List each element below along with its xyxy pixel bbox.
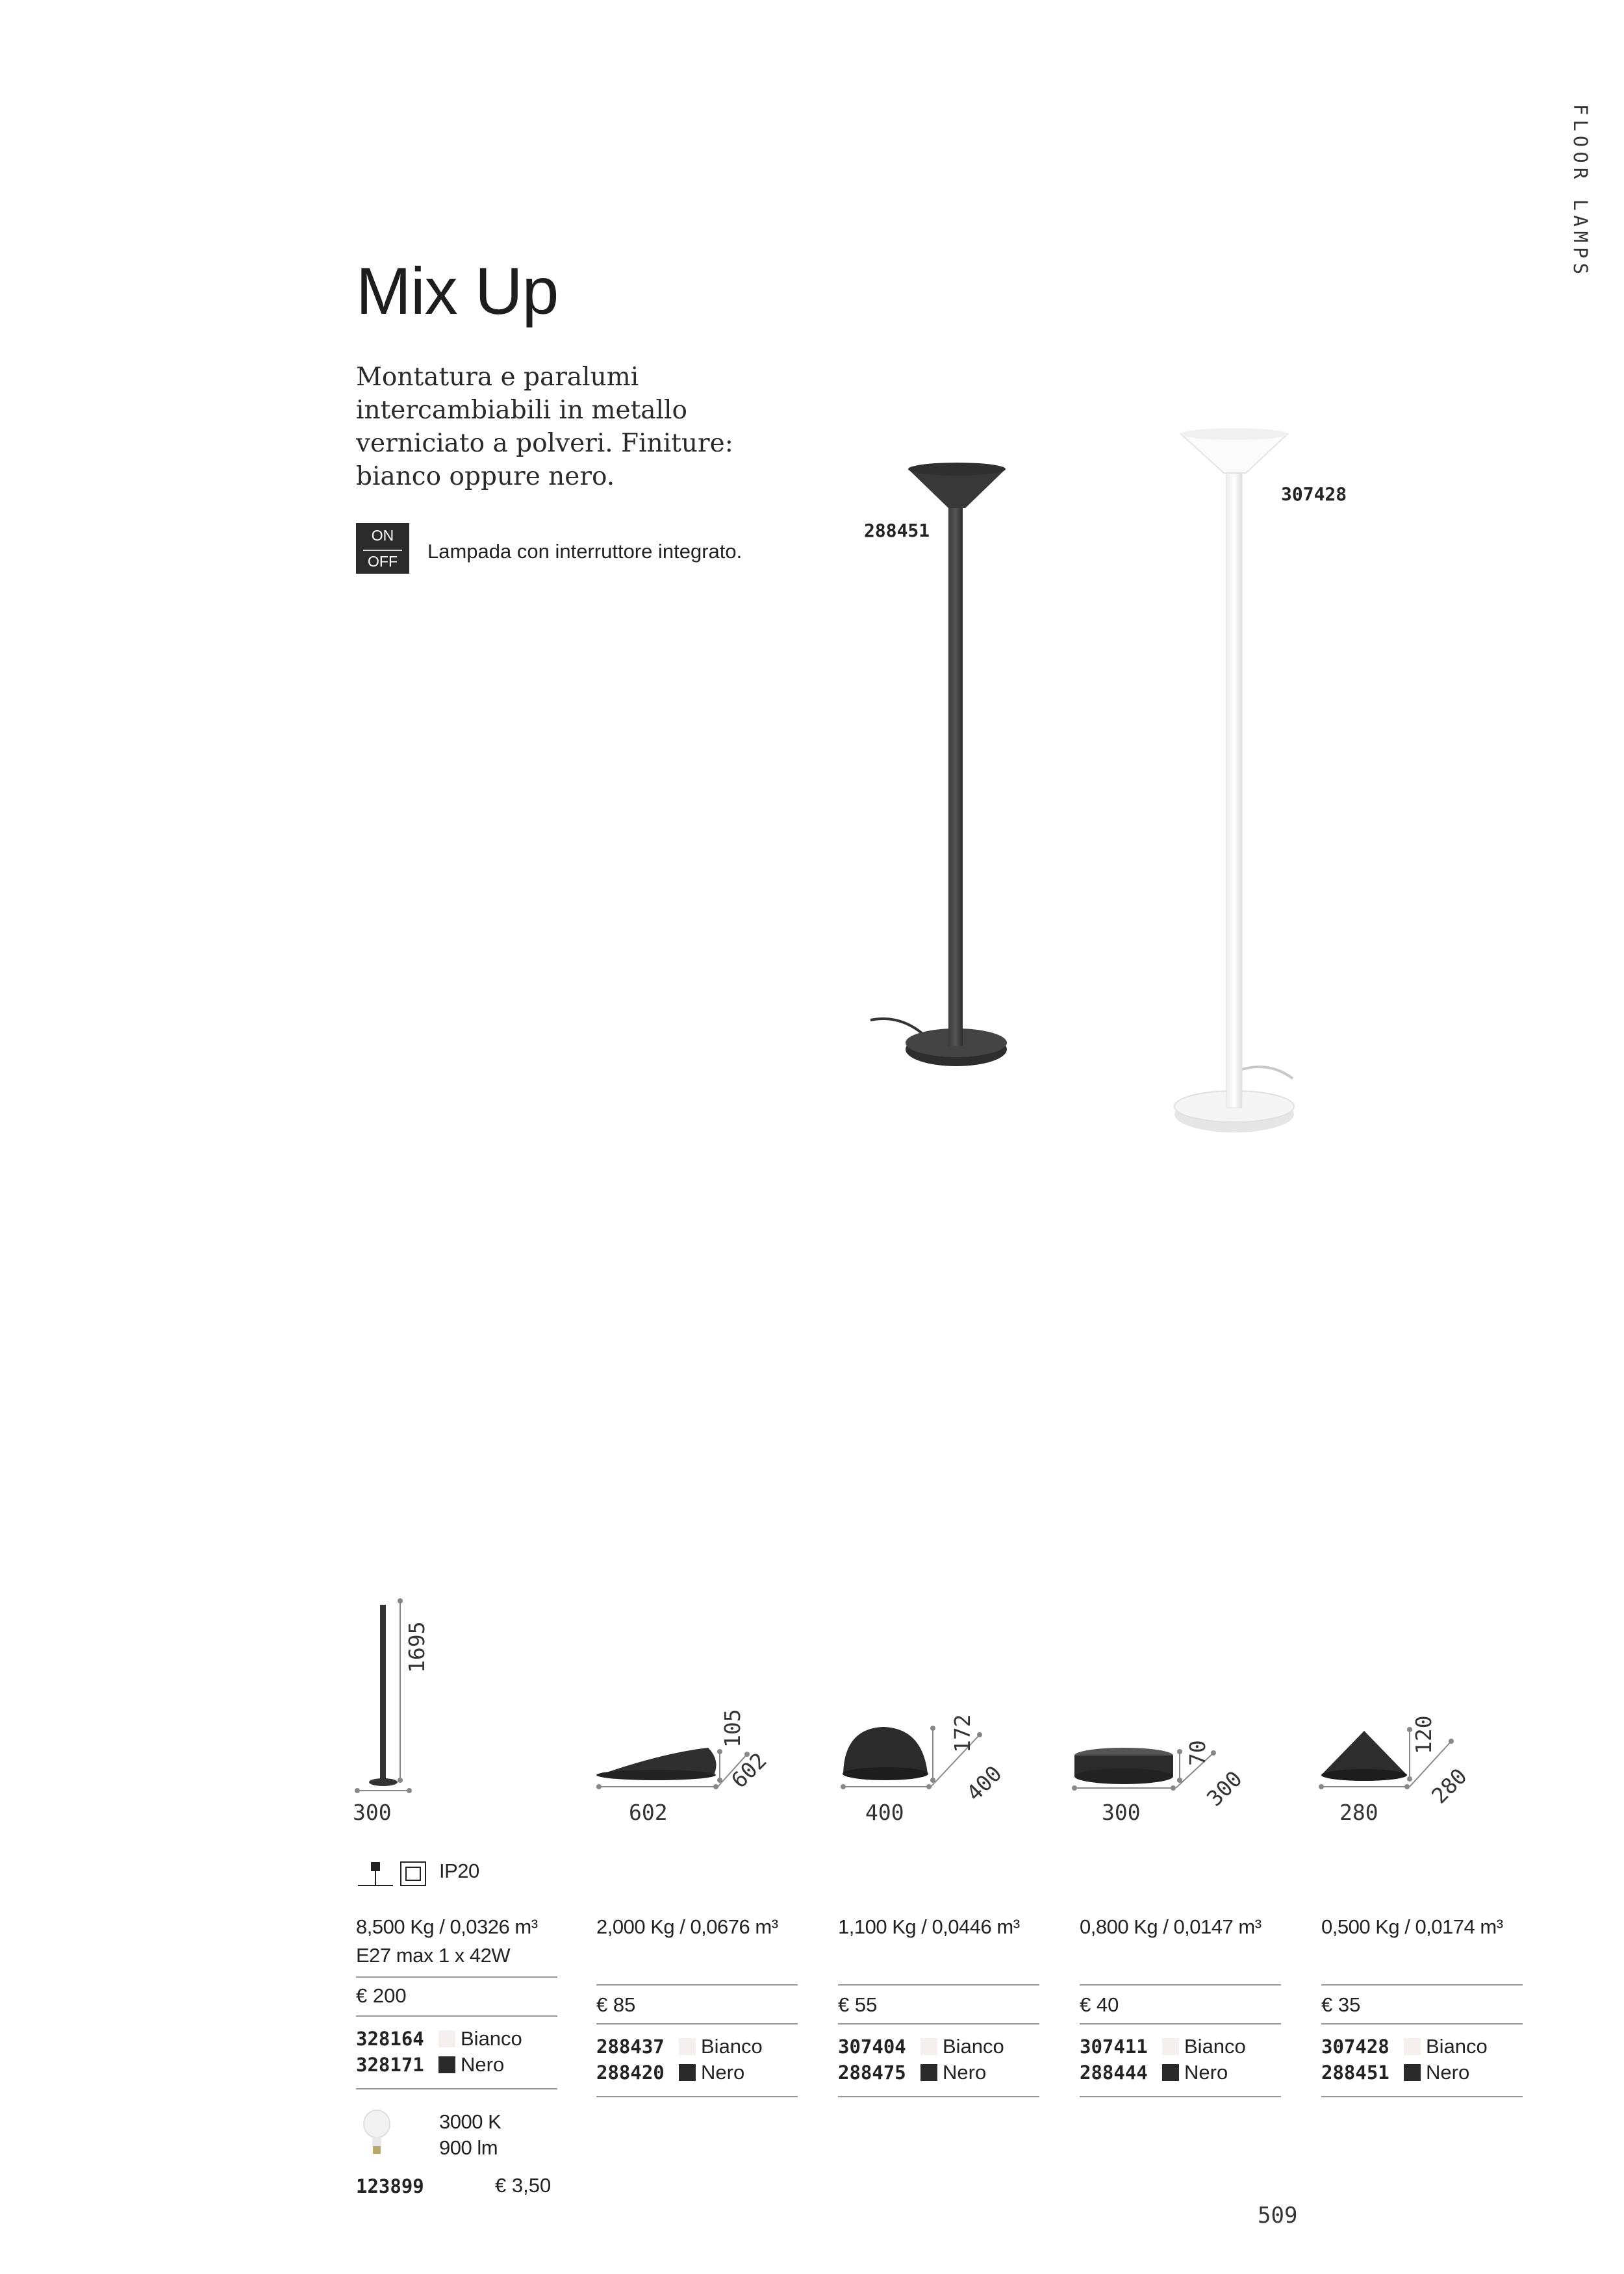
shade-diagonal: 300 — [1202, 1765, 1247, 1811]
switch-on-label: ON — [371, 527, 394, 544]
shade-price: € 40 — [1080, 1993, 1119, 2016]
variant-row — [1321, 2060, 1523, 2086]
bulb-temperature: 3000 K — [439, 2110, 501, 2133]
hero-white-code: 307428 — [1281, 483, 1347, 505]
shade-width: 280 — [1339, 1800, 1378, 1825]
variant-color: Nero — [1426, 2061, 1470, 2084]
divider — [1080, 2023, 1281, 2025]
divider — [356, 2088, 557, 2089]
variant-code: 328164 — [356, 2028, 424, 2050]
shade-price: € 85 — [596, 1993, 636, 2016]
shade-height: 105 — [720, 1709, 745, 1748]
variant-code: 328171 — [356, 2054, 424, 2076]
shade-width: 300 — [1102, 1800, 1141, 1825]
variant-row — [838, 2034, 1039, 2060]
base-lamp-spec: E27 max 1 x 42W — [356, 1944, 511, 1967]
on-off-switch-icon — [356, 523, 409, 574]
black-swatch-icon — [920, 2064, 937, 2081]
white-swatch-icon — [920, 2038, 937, 2055]
divider — [1080, 1984, 1281, 1986]
shade-width: 400 — [865, 1800, 904, 1825]
divider — [596, 2023, 798, 2025]
white-swatch-icon — [1404, 2038, 1421, 2055]
shade-2-specs — [838, 1915, 1039, 2097]
variant-color: Bianco — [461, 2027, 522, 2050]
page-number: 509 — [1258, 2203, 1298, 2229]
shade-weight-volume: 0,500 Kg / 0,0174 m³ — [1321, 1915, 1503, 1938]
base-width: 300 — [353, 1800, 392, 1825]
section-label: FLOOR LAMPS — [1569, 104, 1592, 279]
shade-1-specs — [596, 1915, 798, 2097]
variant-code: 288437 — [596, 2036, 665, 2058]
shade-diagonal: 602 — [726, 1747, 772, 1793]
shade-height: 120 — [1411, 1715, 1436, 1754]
divider — [356, 2015, 557, 2017]
shade-diagonal: 280 — [1427, 1763, 1472, 1809]
variant-row — [356, 2052, 564, 2078]
bulb-code: 123899 — [356, 2175, 424, 2197]
variant-row — [596, 2060, 798, 2086]
variant-code: 307428 — [1321, 2036, 1389, 2058]
base-dimension-drawing — [351, 1585, 442, 1806]
switch-off-label: OFF — [368, 553, 398, 570]
variant-code: 288451 — [1321, 2062, 1389, 2084]
shade-weight-volume: 1,100 Kg / 0,0446 m³ — [838, 1915, 1020, 1938]
black-swatch-icon — [1162, 2064, 1179, 2081]
divider — [1080, 2096, 1281, 2097]
base-height: 1695 — [404, 1621, 429, 1673]
variant-row — [356, 2026, 564, 2052]
shade-height: 70 — [1185, 1740, 1210, 1766]
variant-row — [1321, 2034, 1523, 2060]
bulb-price: € 3,50 — [495, 2174, 552, 2197]
variant-code: 307404 — [838, 2036, 906, 2058]
divider — [838, 2023, 1039, 2025]
base-variants — [356, 2026, 564, 2078]
shade-price: € 35 — [1321, 1993, 1361, 2016]
product-title: Mix Up — [356, 254, 559, 328]
variant-color: Bianco — [943, 2035, 1004, 2058]
shade-price: € 55 — [838, 1993, 878, 2016]
divider — [838, 1984, 1039, 1986]
variant-color: Bianco — [1426, 2035, 1488, 2058]
divider — [1321, 2023, 1523, 2025]
shade-weight-volume: 2,000 Kg / 0,0676 m³ — [596, 1915, 778, 1938]
floor-lamp-type-icon — [354, 1859, 438, 1892]
variant-color: Bianco — [1184, 2035, 1246, 2058]
black-floor-lamp — [870, 463, 1007, 1066]
black-swatch-icon — [679, 2064, 696, 2081]
shade-height: 172 — [950, 1714, 975, 1753]
variant-code: 288475 — [838, 2062, 906, 2084]
variant-row — [1080, 2060, 1281, 2086]
variant-color: Nero — [943, 2061, 987, 2084]
switch-description: Lampada con interruttore integrato. — [427, 540, 742, 563]
switch-divider — [363, 550, 402, 551]
variant-code: 307411 — [1080, 2036, 1148, 2058]
variant-code: 288444 — [1080, 2062, 1148, 2084]
divider — [838, 2096, 1039, 2097]
white-swatch-icon — [438, 2030, 455, 2047]
black-swatch-icon — [1404, 2064, 1421, 2081]
variant-color: Nero — [701, 2061, 745, 2084]
product-description: Montatura e paralumi intercambiabili in metallo verniciato a polveri. Finiture: bianco oppure nero. — [356, 363, 733, 491]
variant-row — [1080, 2034, 1281, 2060]
white-swatch-icon — [679, 2038, 696, 2055]
black-swatch-icon — [438, 2056, 455, 2073]
bulb-icon — [361, 2108, 393, 2160]
ip-rating: IP20 — [439, 1859, 479, 1882]
divider — [1321, 1984, 1523, 1986]
shade-4-specs — [1321, 1915, 1523, 2097]
variant-row — [596, 2034, 798, 2060]
divider — [1321, 2096, 1523, 2097]
white-floor-lamp — [1174, 428, 1294, 1132]
divider — [356, 1976, 557, 1978]
bulb-lumen: 900 lm — [439, 2136, 498, 2159]
shade-width: 602 — [629, 1800, 668, 1825]
variant-color: Nero — [461, 2053, 505, 2076]
shade-weight-volume: 0,800 Kg / 0,0147 m³ — [1080, 1915, 1262, 1938]
variant-code: 288420 — [596, 2062, 665, 2084]
divider — [596, 2096, 798, 2097]
shade-3-specs — [1080, 1915, 1281, 2097]
shade-diagonal: 400 — [961, 1760, 1007, 1806]
variant-color: Nero — [1184, 2061, 1228, 2084]
base-price: € 200 — [356, 1984, 407, 2007]
white-swatch-icon — [1162, 2038, 1179, 2055]
variant-color: Bianco — [701, 2035, 763, 2058]
variant-row — [838, 2060, 1039, 2086]
hero-black-code: 288451 — [864, 520, 930, 541]
divider — [596, 1984, 798, 1986]
base-weight-volume: 8,500 Kg / 0,0326 m³ — [356, 1915, 538, 1938]
